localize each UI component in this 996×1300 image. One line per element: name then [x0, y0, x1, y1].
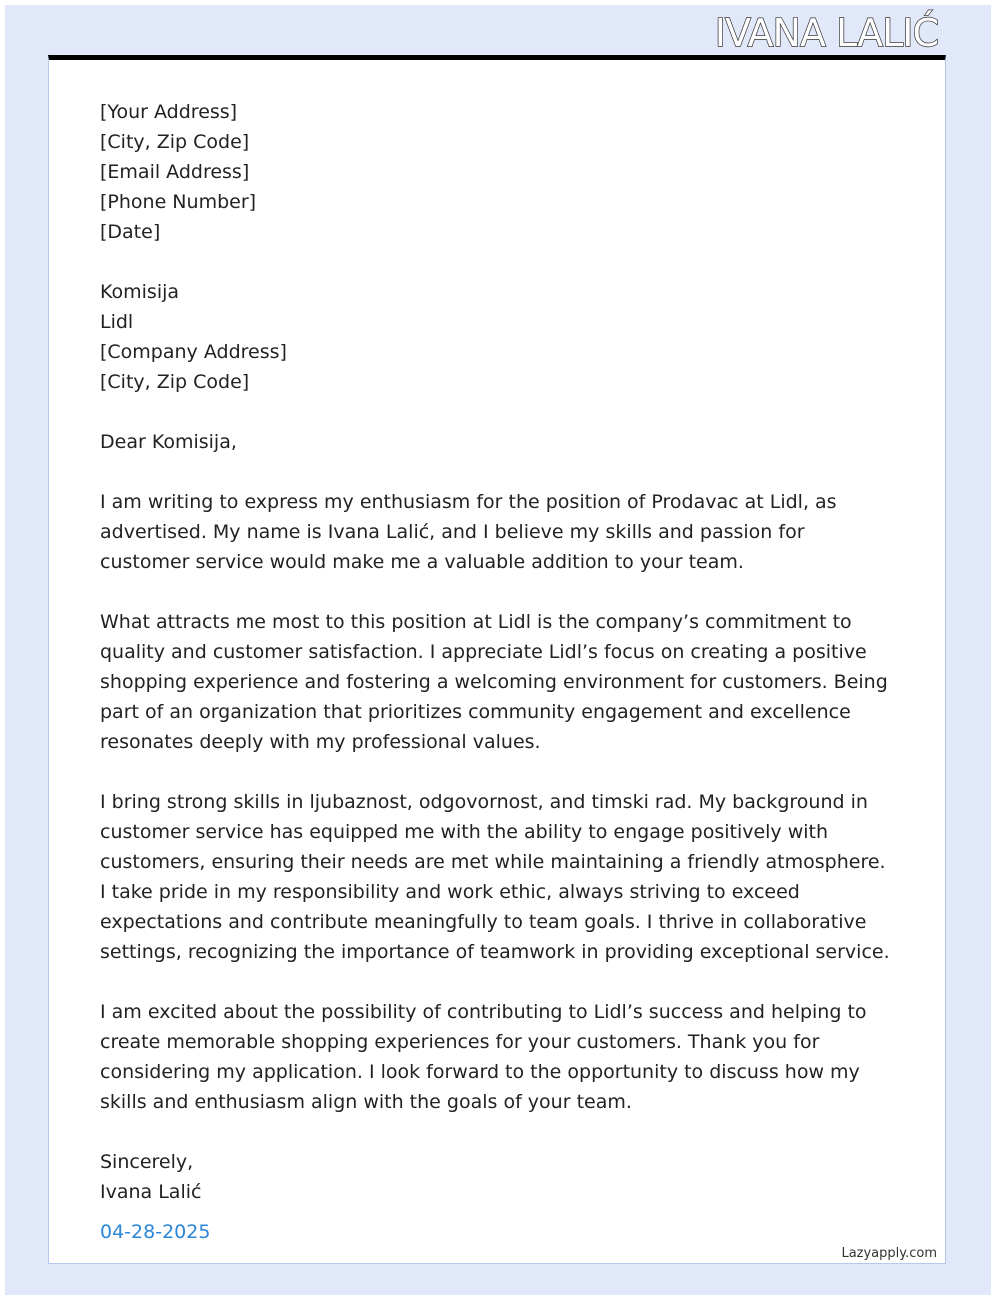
spacer [100, 577, 890, 607]
spacer [100, 967, 890, 997]
spacer [100, 457, 890, 487]
closing-salutation: Sincerely, [100, 1151, 194, 1173]
spacer [100, 397, 890, 427]
paragraph-intro: I am writing to express my enthusiasm for the position of Prodavac at Lidl, as advertised. My name is Ivana Lalić, and I believe my skills and passion for customer service would make me a valuable addition to your team. [100, 491, 837, 573]
spacer [100, 757, 890, 787]
letter-page [48, 55, 946, 1264]
greeting: Dear Komisija, [100, 431, 237, 453]
cover-letter-body [100, 97, 890, 1247]
spacer [100, 1117, 890, 1147]
paragraph-closing: I am excited about the possibility of contributing to Lidl’s success and helping to create memorable shopping experiences for your customers. Thank you for considering my application. I look forward to the opportunity to discuss how my skills and enthusiasm align with the goals of your team. [100, 1001, 867, 1113]
sender-phone: [Phone Number] [100, 191, 257, 213]
recipient-address: [Company Address] [100, 341, 287, 363]
recipient-city-zip: [City, Zip Code] [100, 371, 250, 393]
paragraph-skills: I bring strong skills in ljubaznost, odgovornost, and timski rad. My background in customer service has equipped me with the ability to engage positively with customers, ensuring their needs are met while maintaining a friendly atmosphere. I take pride in my responsibility and work ethic, always striving to exceed expectations and contribute meaningfully to team goals. I thrive in collaborative settings, recognizing the importance of teamwork in providing exceptional service. [100, 791, 890, 963]
spacer [100, 247, 890, 277]
sender-address: [Your Address] [100, 101, 238, 123]
recipient-name: Komisija [100, 281, 180, 303]
signature-name: Ivana Lalić [100, 1181, 202, 1203]
sender-city-zip: [City, Zip Code] [100, 131, 250, 153]
paragraph-motivation: What attracts me most to this position at Lidl is the company’s commitment to quality and customer satisfaction. I appreciate Lidl’s focus on creating a positive shopping experience and fostering a welcoming environment for customers. Being part of an organization that prioritizes community engagement and excellence resonates deeply with my professional values. [100, 611, 888, 753]
footer-watermark: Lazyapply.com [841, 1246, 937, 1261]
sender-email: [Email Address] [100, 161, 250, 183]
recipient-company: Lidl [100, 311, 134, 333]
sender-date: [Date] [100, 221, 161, 243]
letter-date: 04-28-2025 [100, 1221, 211, 1243]
applicant-name-header: IVANA LALIĆ [714, 11, 938, 55]
